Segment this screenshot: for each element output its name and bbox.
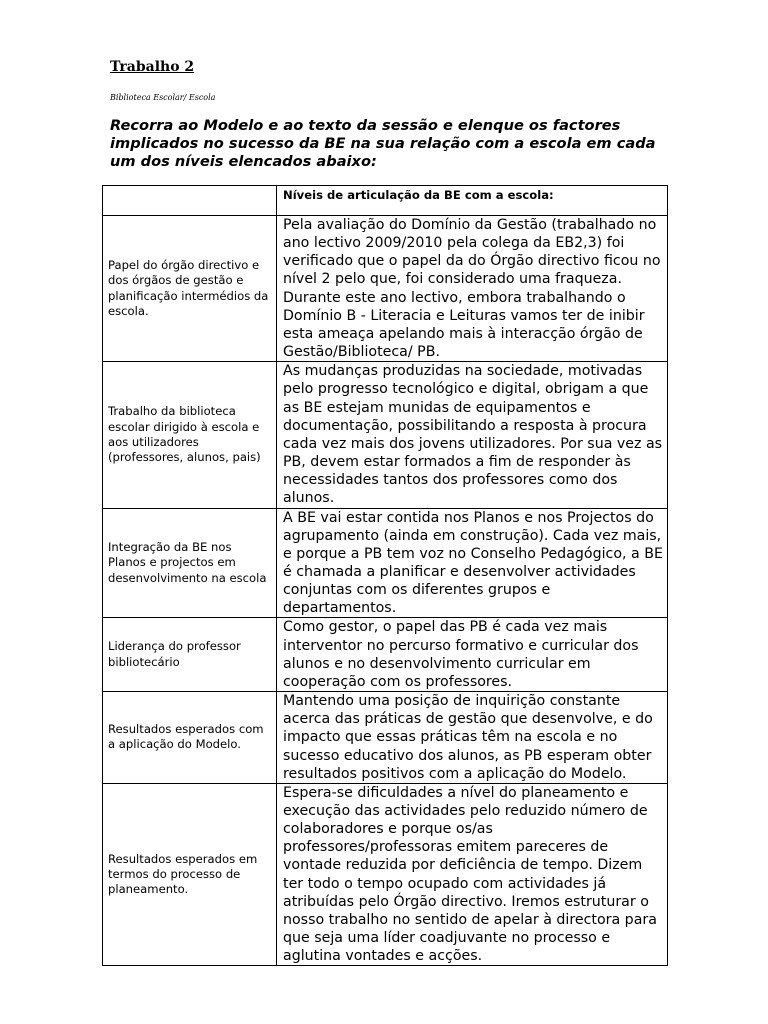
row-text: A BE vai estar contida nos Planos e nos Projectos do agrupamento (ainda em construção). Cada vez mais, e porque a PB tem voz no Conselho Pedagógico, a BE é chamada a planificar e desenvolver actividades conjuntas com os diferentes grupos e departamentos. <box>277 508 668 618</box>
row-label: Liderança do professor bibliotecário <box>103 618 277 692</box>
table-row <box>103 618 668 692</box>
table-header-cell: Níveis de articulação da BE com a escola: <box>277 186 668 216</box>
row-text: Como gestor, o papel das PB é cada vez mais interventor no percurso formativo e curricular dos alunos e no desenvolvimento curricular em cooperação com os professores. <box>277 618 668 692</box>
row-text: Pela avaliação do Domínio da Gestão (trabalhado no ano lectivo 2009/2010 pela colega da EB2,3) foi verificado que o papel da do Órgão directivo ficou no nível 2 pelo que, foi considerado uma fraqueza. Durante este ano lectivo, embora trabalhando o Domínio B - Literacia e Leituras vamos ter de inibir esta ameaça apelando mais à interacção órgão de Gestão/Biblioteca/ PB. <box>277 216 668 362</box>
document-title: Trabalho 2 <box>110 59 195 75</box>
assignment-question: Recorra ao Modelo e ao texto da sessão e elenque os factores implicados no sucesso da BE na sua relação com a escola em cada um dos níveis elencados abaixo: <box>110 117 656 170</box>
row-label: Integração da BE nos Planos e projectos em desenvolvimento na escola <box>103 508 277 618</box>
table-row <box>103 362 668 508</box>
row-label: Trabalho da biblioteca escolar dirigido à escola e aos utilizadores (professores, alunos, pais) <box>103 362 277 508</box>
row-text: As mudanças produzidas na sociedade, motivadas pelo progresso tecnológico e digital, obrigam a que as BE estejam munidas de equipamentos e documentação, possibilitando a resposta à procura cada vez mais dos jovens utilizadores. Por sua vez as PB, devem estar formados a fim de responder às necessidades tantos dos professores como dos alunos. <box>277 362 668 508</box>
row-label: Resultados esperados com a aplicação do Modelo. <box>103 692 277 784</box>
row-label: Resultados esperados em termos do processo de planeamento. <box>103 783 277 966</box>
table-header-row <box>103 186 668 216</box>
row-label: Papel do órgão directivo e dos órgãos de gestão e planificação intermédios da escola. <box>103 216 277 362</box>
row-text: Mantendo uma posição de inquirição constante acerca das práticas de gestão que desenvolve, e do impacto que essas práticas têm na escola e no sucesso educativo dos alunos, as PB esperam obter resultados positivos com a aplicação do Modelo. <box>277 692 668 784</box>
table-row <box>103 692 668 784</box>
row-text: Espera-se dificuldades a nível do planeamento e execução das actividades pelo reduzido número de colaboradores e porque os/as professores/professoras emitem pareceres de vontade reduzida por deficiência de tempo. Dizem ter todo o tempo ocupado com actividades já atribuídas pelo Órgão directivo. Iremos estruturar o nosso trabalho no sentido de apelar à directora para que seja uma líder coadjuvante no processo e aglutina vontades e acções. <box>277 783 668 966</box>
document-subtitle: Biblioteca Escolar/ Escola <box>110 93 216 102</box>
table-row <box>103 783 668 966</box>
table-row <box>103 216 668 362</box>
table-row <box>103 508 668 618</box>
articulation-table <box>102 185 668 966</box>
table-header-empty-cell <box>103 186 277 216</box>
